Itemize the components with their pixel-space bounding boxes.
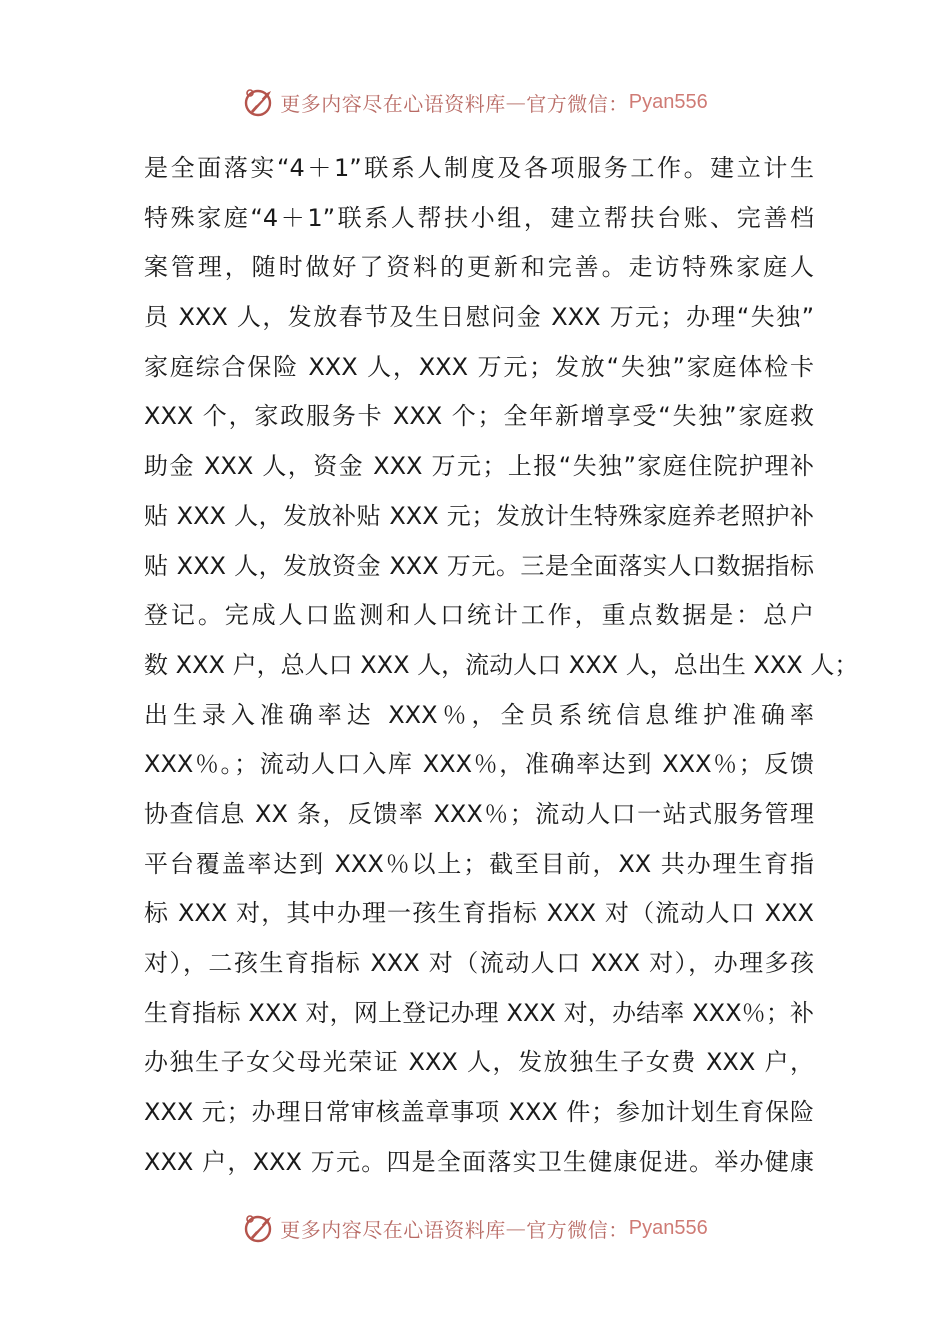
text-line: 对），二孩生育指标 XXX 对（流动人口 XXX 对），办理多孩	[144, 949, 814, 977]
text-line: 协查信息 XX 条，反馈率 XXX％；流动人口一站式服务管理	[144, 799, 814, 828]
text-line: 是全面落实“4＋1”联系人制度及各项服务工作。建立计生	[144, 154, 814, 182]
footer-banner	[0, 1208, 950, 1248]
text-line: 贴 XXX 人，发放资金 XXX 万元。三是全面落实人口数据指标	[144, 551, 814, 580]
header-banner	[0, 82, 950, 122]
text-line: 特殊家庭“4＋1”联系人帮扶小组，建立帮扶台账、完善档	[144, 203, 814, 232]
banner-wechat-id: Pyan556	[628, 1216, 708, 1239]
document-body	[144, 144, 859, 1187]
text-line: 标 XXX 对，其中办理一孩生育指标 XXX 对（流动人口 XXX	[144, 899, 814, 928]
text-line: 办独生子女父母光荣证 XXX 人，发放独生子女费 XXX 户，	[144, 1048, 814, 1077]
banner-wechat-id: Pyan556	[628, 90, 708, 113]
text-line: 登记。完成人口监测和人口统计工作，重点数据是：总户	[144, 601, 814, 630]
banner-wechat-label: 官方微信：	[526, 1217, 629, 1242]
text-line: XXX 个，家政服务卡 XXX 个；全年新增享受“失独”家庭救	[144, 402, 814, 431]
text-line: XXX 户，XXX 万元。四是全面落实卫生健康促进。举办健康	[144, 1147, 814, 1176]
text-line: 助金 XXX 人，资金 XXX 万元；上报“失独”家庭住院护理补	[144, 452, 814, 481]
pen-nib-circle-icon	[242, 85, 276, 119]
text-line: 生育指标 XXX 对，网上登记办理 XXX 对，办结率 XXX％；补	[144, 998, 814, 1027]
text-line: 员 XXX 人，发放春节及生日慰问金 XXX 万元；办理“失独”	[144, 303, 814, 332]
banner-wechat-label: 官方微信：	[526, 91, 629, 116]
banner-dash: —	[505, 90, 527, 114]
text-line: 案管理，随时做好了资料的更新和完善。走访特殊家庭人	[144, 253, 814, 282]
banner-dash: —	[505, 1216, 527, 1240]
text-line: 贴 XXX 人，发放补贴 XXX 元；发放计生特殊家庭养老照护补	[144, 501, 814, 530]
text-line: 平台覆盖率达到 XXX％以上；截至目前，XX 共办理生育指	[144, 849, 814, 878]
banner-text: 更多内容尽在心语资料库	[280, 91, 506, 116]
text-line: XXX 元；办理日常审核盖章事项 XXX 件；参加计划生育保险	[144, 1098, 814, 1127]
pen-nib-circle-icon	[242, 1211, 276, 1245]
text-line: 出生录入准确率达 XXX％，全员系统信息维护准确率	[144, 700, 814, 729]
text-line: 数 XXX 户，总人口 XXX 人，流动人口 XXX 人，总出生 XXX 人；	[144, 650, 859, 679]
text-line: XXX％。；流动人口入库 XXX％，准确率达到 XXX％；反馈	[144, 750, 814, 779]
text-line: 家庭综合保险 XXX 人，XXX 万元；发放“失独”家庭体检卡	[144, 352, 814, 381]
banner-text: 更多内容尽在心语资料库	[280, 1217, 506, 1242]
